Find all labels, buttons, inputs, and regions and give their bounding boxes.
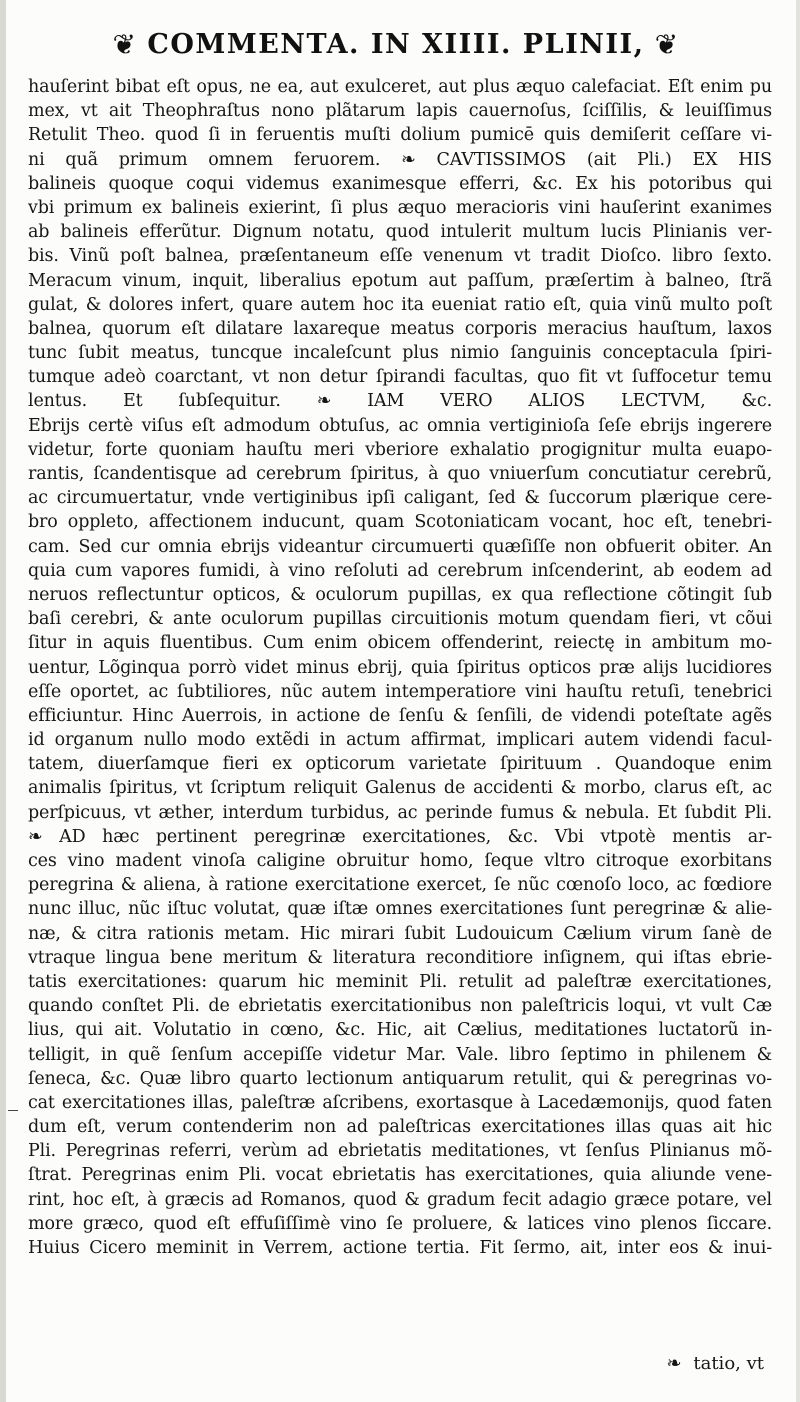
text-line: tunc ſubit meatus, tuncque incaleſcunt plus nimio ſanguinis conceptacula ſpiri- (28, 343, 772, 364)
text-line: bro oppleto, affectionem inducunt, quam Scotoniaticam vocant, hoc eſt, tenebri- (28, 512, 772, 533)
text-line: hauſerint bibat eſt opus, ne ea, aut exulceret, aut plus æquo calefaciat. Eſt enim pu (28, 77, 772, 97)
text-line: quando conſtet Pli. de ebrietatis exercitationibus non paleſtricis loqui, vt vult Cæ (28, 996, 772, 1017)
text-line: cat exercitationes illas, paleſtræ aſcribens, exortasque à Lacedæmonijs, quod faten (28, 1092, 772, 1113)
header-title: COMMENTA. IN XIIII. PLINII, (147, 28, 645, 60)
catchword-text: tatio, vt (693, 1353, 764, 1374)
text-line: ac circumuertatur, vnde vertiginibus ipſi caligant, ſed & ſuccorum plærique cere- (28, 488, 772, 509)
text-line: Huius Cicero meminit in Verrem, actione tertia. Fit ſermo, ait, inter eos & inui- (28, 1238, 772, 1258)
text-line: ab balineis efferũtur. Dignum notatu, quod intulerit multum lucis Plinianis ver- (28, 222, 772, 243)
text-line: balineis quoque coqui videmus exanimesque efferri, &c. Ex his potoribus qui (28, 173, 772, 194)
text-line: ſeneca, &c. Quæ libro quarto lectionum antiquarum retulit, qui & peregrinas vo- (28, 1068, 772, 1089)
text-line: vbi primum ex balineis exierint, ſi plus æquo meracioris vini hauſerint exanimes (28, 197, 772, 218)
catchword (667, 1353, 764, 1374)
page-edge-left (0, 0, 6, 1402)
text-line: dum eſt, verum contenderim non ad paleſtricas exercitationes illas quas ait hic (28, 1117, 772, 1138)
fleuron-icon: ❦ (654, 27, 680, 61)
margin-mark (8, 1110, 18, 1111)
text-line: tatis exercitationes: quarum hic meminit Pli. retulit ad paleſtræ exercitationes, (28, 971, 772, 992)
text-line: ❧ AD hæc pertinent peregrinæ exercitationes, &c. Vbi vtpotè mentis ar- (28, 826, 772, 847)
text-line: ſtrat. Peregrinas enim Pli. vocat ebrietatis has exercitationes, quia aliunde vene- (28, 1165, 772, 1186)
text-line: rantis, ſcandentisque ad cerebrum ſpiritus, à quo vniuerſum concutiatur cerebrũ, (28, 464, 772, 484)
text-line: videtur, forte quoniam hauſtu meri vberiore exhalatio progignitur multa euapo- (28, 439, 772, 460)
fleuron-icon: ❦ (112, 27, 138, 61)
text-line: cam. Sed cur omnia ebrijs videantur circumuerti quæſiſſe non obfuerit obiter. An (28, 536, 772, 557)
text-line: perſpicuus, vt æther, interdum turbidus, ac perinde fumus & nebula. Et ſubdit Pli. (28, 802, 772, 823)
text-line: ni quã primum omnem feruorem. ❧ CAVTISSIMOS (ait Pli.) EX HIS (28, 149, 772, 170)
text-line: vtraque lingua bene meritum & literatura reconditiore inſignem, qui iſtas ebrie- (28, 947, 772, 968)
text-line: animalis ſpiritus, vt ſcriptum reliquit Galenus de accidenti & morbo, clarus eſt, ac (28, 778, 772, 799)
text-line: tumque adeò coarctant, vt non detur ſpirandi facultas, quo fit vt ſuffocetur temu (28, 367, 772, 388)
text-line: efficiuntur. Hinc Auerrois, in actione de ſenſu & ſenſili, de videndi poteſtate agẽs (28, 705, 772, 726)
text-line: bis. Vinũ poſt balnea, præſentaneum eſſe venenum vt tradit Dioſco. libro ſexto. (28, 246, 772, 267)
text-line: næ, & citra rationis metam. Hic mirari ſubit Ludouicum Cælium virum ſanè de (28, 923, 772, 944)
text-line: peregrina & aliena, à ratione exercitatione exercet, ſe nũc cœnoſo loco, ac fœdiore (28, 875, 772, 896)
text-line: nunc illuc, nũc iſtuc volutat, quæ iſtæ omnes exercitationes ſunt peregrinæ & alie- (28, 899, 772, 920)
text-line: ſitur in aquis fluentibus. Cum enim obicem offenderint, reiectę in ambitum mo- (28, 633, 772, 654)
text-line: gulat, & dolores infert, quare autem hoc ita eueniat ratio eſt, quia vinũ multo poſt (28, 294, 772, 315)
text-line: baſi cerebri, & ante oculorum pupillas circuitionis motum quendam fieri, vt cõui (28, 609, 772, 630)
text-line: uentur, Lõginqua porrò videt minus ebrij, quia ſpiritus opticos præ alijs lucidiores (28, 657, 772, 678)
text-line: Pli. Peregrinas referri, verùm ad ebrietatis meditationes, vt ſenſus Plinianus mõ- (28, 1141, 772, 1162)
text-line: lentus. Et ſubſequitur. ❧ IAM VERO ALIOS LECTVM, &c. (28, 391, 772, 412)
text-line: neruos reflectuntur opticos, & oculorum pupillas, ex qua reflectione cõtingit ſub (28, 584, 772, 605)
fleuron-icon: ❧ (666, 1353, 682, 1374)
text-line: Retulit Theo. quod ſi in feruentis muſti dolium pumicē quis demiſerit ceſſare vi- (28, 125, 772, 146)
text-line: tatem, diuerſamque fieri ex opticorum varietate ſpirituum . Quandoque enim (28, 754, 772, 775)
text-line: lius, qui ait. Volutatio in cœno, &c. Hic, ait Cælius, meditationes luctatorũ in- (28, 1020, 772, 1041)
text-line: mex, vt ait Theophraſtus nono plãtarum lapis cauernoſus, ſciſſilis, & leuiſſimus (28, 101, 772, 122)
text-line: more græco, quod eſt effuſiſſimè vino ſe proluere, & latices vino plenos ſiccare. (28, 1213, 772, 1234)
page-edge-right (796, 0, 800, 1402)
text-line: telligit, in quẽ ſenſum accepiſſe videtur Mar. Vale. libro ſeptimo in philenem & (28, 1044, 772, 1065)
text-line: balnea, quorum eſt dilatare laxareque meatus corporis meracius hauſtum, laxos (28, 318, 772, 339)
body-text (28, 75, 772, 1260)
text-line: Ebrijs certè viſus eſt admodum obtuſus, ac omnia vertiginioſa ſeſe ebrijs ingerere (28, 415, 772, 436)
text-line: Meracum vinum, inquit, liberalius epotum aut paſſum, præſertim à balneo, ſtrã (28, 270, 772, 291)
text-line: ces vino madent vinoſa caligine obruitur homo, ſeque vltro citroque exorbitans (28, 851, 772, 871)
running-header (36, 26, 756, 62)
text-line: eſſe oportet, ac ſubtiliores, nũc autem intemperatiore vini hauſtu retuſi, tenebrici (28, 681, 772, 702)
text-line: rint, hoc eſt, à græcis ad Romanos, quod & gradum fecit adagio græce potare, vel (28, 1189, 772, 1210)
text-line: id organum nullo modo extẽdi in actum affirmat, implicari autem videndi facul- (28, 730, 772, 751)
text-line: quia cum vapores fumidi, à vino reſoluti ad cerebrum inſcenderint, ab eodem ad (28, 560, 772, 581)
